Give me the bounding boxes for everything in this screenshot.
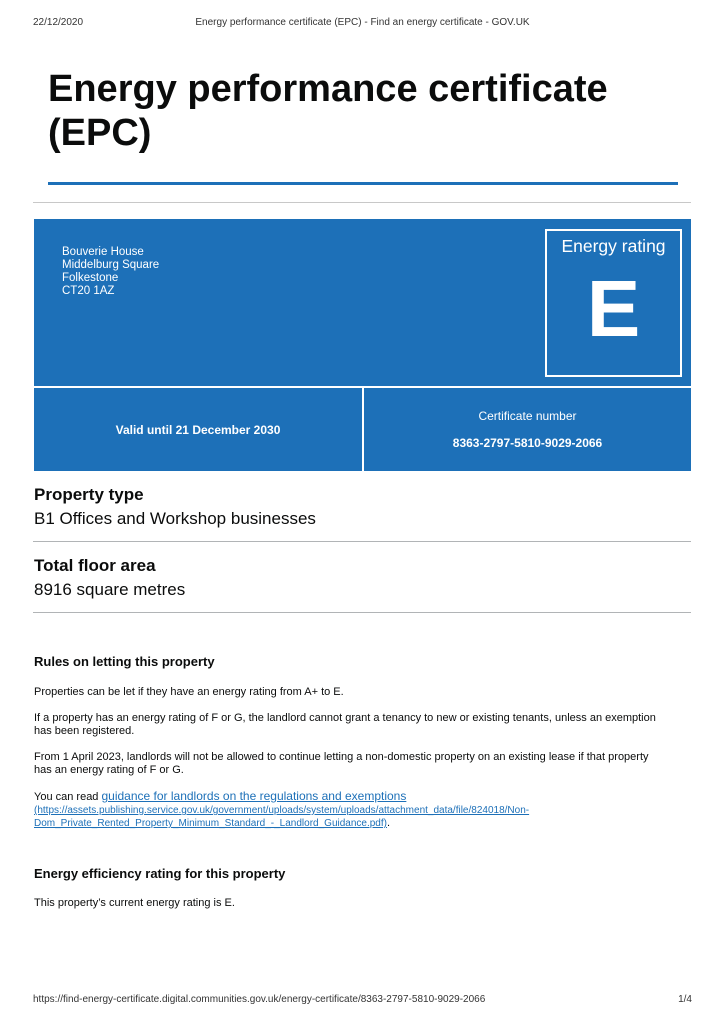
print-header xyxy=(33,17,692,31)
letting-rule-paragraph: From 1 April 2023, landlords will not be allowed to continue letting a non-domestic property on an existing lease if that property has an energy rating of F or G. xyxy=(34,751,649,776)
certificate-number: 8363-2797-5810-9029-2066 xyxy=(452,436,603,450)
energy-rating-box xyxy=(545,229,682,377)
address-line: Middelburg Square xyxy=(62,259,160,271)
address-line: CT20 1AZ xyxy=(62,285,115,297)
certificate-number-label: Certificate number xyxy=(478,409,577,423)
floor-area-value: 8916 square metres xyxy=(34,580,186,599)
energy-rating-letter: E xyxy=(586,264,641,353)
banner-divider xyxy=(362,388,364,471)
print-document-title: Energy performance certificate (EPC) - Find an energy certificate - GOV.UK xyxy=(195,17,530,28)
letting-rule-paragraph: Properties can be let if they have an energy rating from A+ to E. xyxy=(34,686,344,698)
guidance-suffix: . xyxy=(386,817,391,829)
floor-area-heading: Total floor area xyxy=(34,556,156,575)
print-footer-url: https://find-energy-certificate.digital.communities.gov.uk/energy-certificate/8363-2797-5810-9029-2066 xyxy=(33,994,486,1005)
letting-rules-heading: Rules on letting this property xyxy=(34,654,215,669)
epc-summary-banner xyxy=(34,219,691,471)
guidance-url[interactable]: (https://assets.publishing.service.gov.uk/government/uploads/system/uploads/attachment_data/file/824018/Non-Dom_Private_Rented_Property_Minimum_Standard_-_Landlord_Guidance.pdf) xyxy=(34,805,530,829)
guidance-link[interactable]: guidance for landlords on the regulations and exemptions xyxy=(101,789,407,803)
summary-divider xyxy=(33,541,691,542)
property-address xyxy=(62,246,159,298)
validity-date: Valid until 21 December 2030 xyxy=(115,423,281,437)
print-date: 22/12/2020 xyxy=(33,17,84,28)
energy-rating-label: Energy rating xyxy=(561,236,666,256)
guidance-prefix: You can read xyxy=(34,791,102,803)
section-divider xyxy=(33,202,691,203)
page-number: 1/4 xyxy=(678,994,692,1005)
page-title: Energy performance certificate (EPC) xyxy=(48,68,608,154)
efficiency-text: This property’s current energy rating is E. xyxy=(34,897,235,909)
title-divider xyxy=(48,182,678,185)
guidance-paragraph xyxy=(34,790,664,830)
print-footer xyxy=(33,994,692,1008)
letting-rule-paragraph: If a property has an energy rating of F or G, the landlord cannot grant a tenancy to new or existing tenants, unless an exemption has been registered. xyxy=(34,712,656,737)
efficiency-heading: Energy efficiency rating for this property xyxy=(34,866,286,881)
summary-divider xyxy=(33,612,691,613)
address-line: Folkestone xyxy=(62,272,119,284)
address-line: Bouverie House xyxy=(62,246,144,258)
property-type-value: B1 Offices and Workshop businesses xyxy=(34,509,316,528)
property-type-heading: Property type xyxy=(34,485,144,504)
